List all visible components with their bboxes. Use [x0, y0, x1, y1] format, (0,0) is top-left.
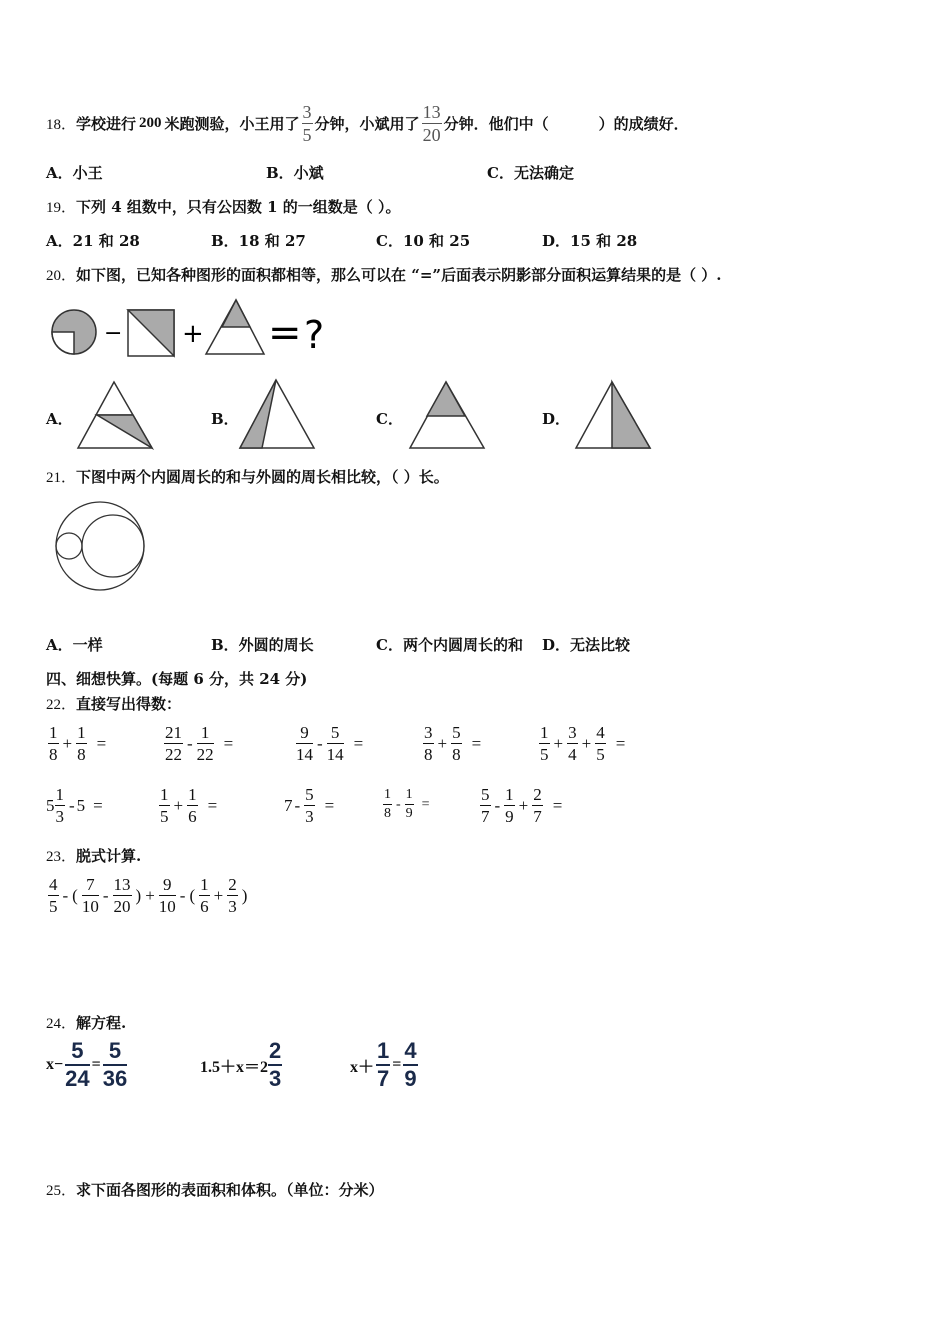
- fraction-numerator: 13: [113, 875, 131, 894]
- fraction-numerator: 1: [405, 788, 414, 805]
- equation-minus: −: [104, 321, 123, 346]
- whole-number: 7: [284, 795, 293, 815]
- q20-number: 20．: [46, 268, 77, 284]
- q20-text: 如下图，已知各种图形的面积都相等，那么可以在 “=”后面表示阴影部分面积运算结果的是（ ）.: [76, 266, 722, 284]
- fraction-numerator: 5: [305, 785, 314, 804]
- parenthesis: (: [189, 885, 196, 905]
- fraction-denominator: 9: [405, 806, 413, 821]
- fraction-numerator: 1: [197, 724, 214, 744]
- operator: -: [102, 885, 109, 905]
- fraction-denominator: 24: [65, 1066, 90, 1091]
- operator: +: [62, 733, 73, 753]
- q20-option-c-figure[interactable]: [408, 380, 488, 450]
- fraction-numerator: 5: [327, 724, 344, 744]
- fraction-denominator: 5: [596, 745, 605, 764]
- operator: -: [294, 795, 301, 815]
- q20-option-d[interactable]: D．: [542, 410, 571, 428]
- fraction-denominator: 8: [452, 745, 461, 764]
- equals-sign: =: [207, 795, 218, 815]
- parenthesis: ): [135, 885, 142, 905]
- fraction-numerator: 3: [568, 723, 577, 742]
- operator: +: [145, 885, 155, 905]
- fraction-denominator: 9: [404, 1066, 417, 1091]
- fraction-denominator: 4: [568, 745, 577, 764]
- q18-line: [46, 98, 689, 148]
- q25-line: [46, 1179, 384, 1200]
- fraction-denominator: 8: [424, 745, 433, 764]
- q18-fraction-bin-numerator: 13: [422, 101, 441, 122]
- equation-prefix: x＋: [350, 1058, 375, 1076]
- outer-circle: [56, 502, 144, 590]
- fraction-denominator: 6: [200, 897, 209, 916]
- fraction-numerator: 1: [188, 785, 197, 804]
- equals-sign: =: [552, 795, 563, 815]
- operator: -: [396, 796, 401, 812]
- equals-sign: =: [471, 733, 482, 753]
- fraction-denominator: 14: [296, 745, 313, 764]
- q18-fraction-wang-denominator: 5: [302, 124, 312, 145]
- q19-option-b[interactable]: B．18 和 27: [211, 232, 306, 250]
- fraction-denominator: 3: [228, 897, 237, 916]
- fraction-denominator: 22: [165, 745, 182, 764]
- q18-option-b[interactable]: B．小斌: [266, 164, 324, 182]
- fraction-denominator: 36: [102, 1066, 128, 1091]
- q21-circles-figure: [52, 500, 148, 592]
- q24-equation-2: [200, 1040, 284, 1090]
- equals-sign: =: [223, 733, 234, 753]
- fraction-numerator: 2: [268, 1040, 282, 1066]
- large-inner-circle: [82, 515, 144, 577]
- q18-fraction-bin-denominator: 20: [422, 124, 441, 145]
- operator: +: [581, 733, 592, 753]
- fraction-numerator: 3: [424, 723, 433, 742]
- whole-number: 5: [46, 795, 55, 815]
- q24-text: 解方程.: [76, 1014, 127, 1032]
- q20-option-b[interactable]: B．: [211, 410, 239, 428]
- parenthesis: ): [241, 885, 248, 905]
- equals-sign: =: [421, 796, 430, 812]
- operator: -: [62, 885, 69, 905]
- fraction-denominator: 14: [326, 745, 344, 764]
- equals-sign: =: [392, 1056, 402, 1073]
- fraction-denominator: 22: [196, 745, 214, 764]
- parenthesis: (: [72, 885, 78, 905]
- q23-line: [46, 845, 141, 866]
- q22-number: 22．: [46, 697, 77, 713]
- fraction-numerator: 1: [376, 1040, 390, 1066]
- q22-expr-3: [294, 724, 365, 763]
- q25-number: 25．: [46, 1183, 77, 1199]
- q22-expr-8: [284, 786, 336, 825]
- q24-equation-1: [46, 1040, 129, 1090]
- operator: -: [179, 885, 186, 905]
- operator: -: [187, 733, 193, 753]
- equation-prefix: x−: [46, 1056, 64, 1073]
- q22-expr-4: [421, 724, 483, 763]
- q24-line: [46, 1012, 126, 1033]
- q21-option-b[interactable]: B．外圆的周长: [211, 636, 314, 654]
- fraction-numerator: 5: [481, 785, 490, 804]
- fraction-denominator: 7: [377, 1066, 390, 1091]
- triangle-top-shape: [206, 300, 264, 354]
- fraction-denominator: 5: [160, 807, 169, 826]
- q21-text: 下图中两个内圆周长的和与外圆的周长相比较，（ ）长。: [76, 468, 449, 486]
- fraction-denominator: 20: [113, 897, 131, 916]
- fraction-numerator: 7: [82, 876, 99, 896]
- fraction-numerator: 2: [533, 785, 542, 804]
- q20-option-a[interactable]: A．: [46, 410, 73, 428]
- fraction-numerator: 5: [452, 723, 461, 742]
- q18-text-5: ）的成绩好．: [598, 114, 689, 133]
- q20-option-b-figure[interactable]: [238, 378, 318, 450]
- q23-number: 23．: [46, 849, 77, 865]
- q22-expr-10: [478, 786, 564, 825]
- q22-expr-6: [46, 786, 105, 825]
- fraction-numerator: 9: [296, 724, 313, 744]
- whole-number: 5: [76, 795, 86, 815]
- operator: +: [437, 733, 448, 753]
- q18-fraction-bin: [422, 103, 442, 144]
- q24-equation-3: [350, 1040, 420, 1090]
- equation-prefix: 1.5＋x＝2: [200, 1058, 269, 1076]
- fraction-denominator: 8: [384, 806, 391, 821]
- fraction-denominator: 9: [505, 807, 514, 826]
- q19-number: 19．: [46, 200, 77, 216]
- q21-option-c[interactable]: C．两个内圆周长的和: [376, 636, 523, 654]
- operator: +: [213, 885, 224, 905]
- q18-option-a[interactable]: A．小王: [46, 164, 103, 182]
- q22-expr-7: [157, 786, 219, 825]
- q19-line: [46, 196, 401, 217]
- operator: +: [553, 733, 564, 753]
- fraction-numerator: 1: [55, 785, 64, 804]
- fraction-numerator: 1: [383, 788, 392, 805]
- fraction-denominator: 7: [533, 807, 542, 826]
- quarter-circle-shape: [52, 310, 96, 354]
- fraction-numerator: 1: [505, 785, 514, 804]
- half-square-shape: [128, 310, 174, 356]
- q21-number: 21．: [46, 470, 77, 486]
- fraction-numerator: 1: [77, 723, 86, 742]
- q22-expr-1: [46, 724, 108, 763]
- operator: -: [317, 733, 323, 753]
- equation-plus: +: [182, 319, 204, 349]
- q21-option-d[interactable]: D．无法比较: [542, 636, 631, 654]
- fraction-numerator: 5: [65, 1040, 89, 1066]
- q18-fraction-wang-numerator: 3: [302, 101, 312, 122]
- q20-option-a-figure[interactable]: [76, 380, 156, 450]
- fraction-numerator: 4: [403, 1040, 417, 1066]
- fraction-numerator: 4: [49, 875, 58, 894]
- fraction-denominator: 5: [49, 897, 58, 916]
- q19-option-d[interactable]: D．15 和 28: [542, 232, 638, 250]
- fraction-numerator: 1: [540, 723, 549, 742]
- equals-sign: =: [615, 733, 626, 753]
- q18-number: 18．: [46, 116, 77, 133]
- fraction-denominator: 6: [188, 807, 197, 826]
- section-4-title: 四、细想快算。(每题 6 分，共 24 分): [46, 670, 308, 688]
- q20-line: [46, 264, 722, 285]
- operator: -: [494, 795, 501, 815]
- q24-number: 24．: [46, 1016, 77, 1032]
- q18-fraction-wang: [302, 103, 313, 144]
- q22-line: [46, 693, 181, 714]
- fraction-numerator: 5: [103, 1040, 127, 1066]
- equals-sign: =: [324, 795, 335, 815]
- q19-text: 下列 4 组数中，只有公因数 1 的一组数是（ ）。: [76, 198, 401, 216]
- fraction-numerator: 9: [159, 876, 176, 896]
- q18-text-1: 学校进行: [76, 114, 137, 133]
- fraction-numerator: 4: [596, 723, 605, 742]
- q25-text: 求下面各图形的表面积和体积。（单位：分米）: [76, 1181, 384, 1199]
- fraction-numerator: 21: [165, 723, 182, 742]
- q21-line: [46, 466, 449, 487]
- operator: +: [173, 795, 184, 815]
- q18-text-4: 分钟．他们中（: [443, 114, 549, 133]
- fraction-denominator: 3: [269, 1066, 282, 1091]
- q19-option-a[interactable]: A．21 和 28: [46, 232, 140, 250]
- small-inner-circle: [56, 533, 82, 559]
- fraction-denominator: 8: [77, 745, 86, 764]
- fraction-denominator: 3: [55, 807, 64, 826]
- q18-text-2: 米跑测验，小王用了: [164, 114, 300, 133]
- q20-option-c[interactable]: C．: [376, 410, 403, 428]
- fraction-denominator: 10: [158, 897, 176, 916]
- q22-expr-5: [537, 724, 627, 763]
- equals-sign: =: [91, 1056, 101, 1073]
- fraction-denominator: 10: [81, 897, 99, 916]
- q20-equation-figure: [46, 296, 336, 360]
- operator: -: [69, 795, 75, 815]
- fraction-denominator: 3: [305, 807, 314, 826]
- fraction-numerator: 1: [200, 875, 209, 894]
- q22-expr-9: [381, 788, 432, 821]
- q22-text: 直接写出得数：: [76, 695, 182, 713]
- fraction-denominator: 7: [481, 807, 490, 826]
- q23-expression: [46, 876, 249, 915]
- q21-option-a[interactable]: A．一样: [46, 636, 103, 654]
- equation-equals: =: [268, 310, 302, 356]
- q18-distance: 200: [139, 114, 162, 131]
- equals-sign: =: [353, 733, 364, 753]
- q23-text: 脱式计算.: [76, 847, 142, 865]
- q18-text-3: 分钟，小斌用了: [314, 114, 420, 133]
- q19-option-c[interactable]: C．10 和 25: [376, 232, 471, 250]
- equals-sign: =: [96, 733, 107, 753]
- q22-expr-2: [162, 724, 235, 763]
- q18-option-c[interactable]: C．无法确定: [487, 164, 574, 182]
- equals-sign: =: [93, 795, 103, 815]
- fraction-numerator: 1: [160, 785, 169, 804]
- fraction-denominator: 5: [540, 745, 549, 764]
- equation-question: ?: [304, 313, 325, 357]
- fraction-denominator: 8: [49, 745, 58, 764]
- q20-option-d-figure[interactable]: [574, 380, 654, 450]
- operator: +: [518, 795, 529, 815]
- fraction-numerator: 1: [49, 723, 58, 742]
- fraction-numerator: 2: [228, 875, 237, 894]
